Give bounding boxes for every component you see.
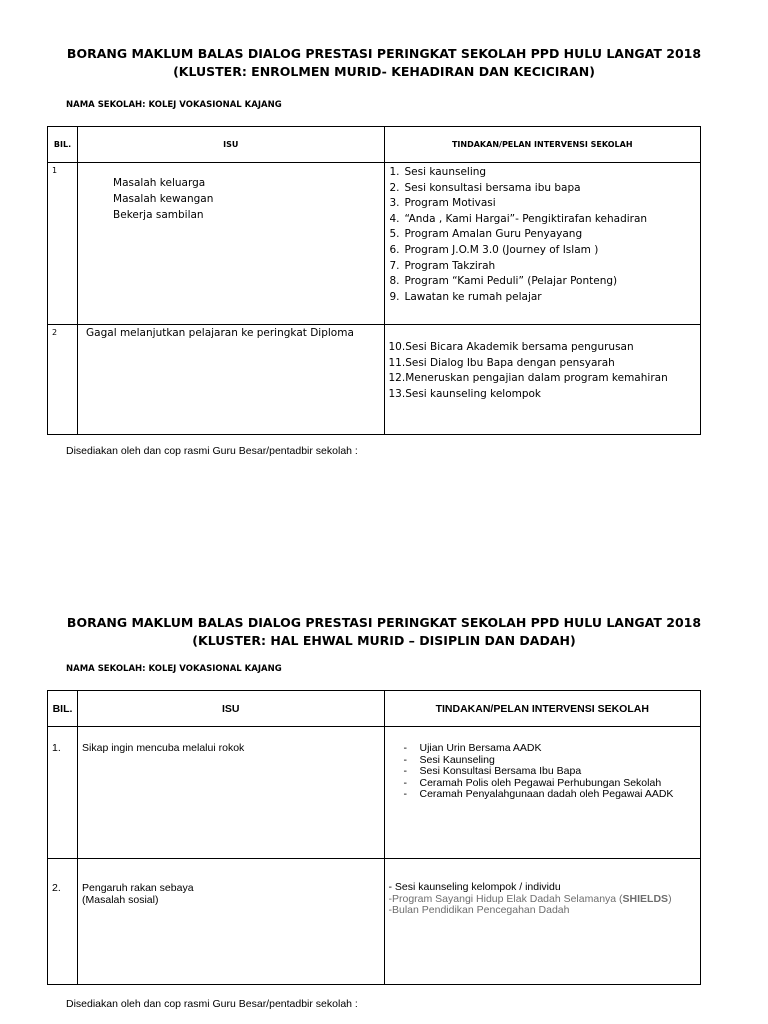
- row-number: 1.: [48, 727, 78, 859]
- table-row: [48, 727, 701, 859]
- action-item: 2. Sesi konsultasi bersama ibu bapa: [389, 181, 581, 194]
- action-item: 8. Program “Kami Peduli” (Pelajar Ponteng): [389, 275, 618, 288]
- action-item: - Sesi Konsultasi Bersama Ibu Bapa: [403, 765, 582, 777]
- issue-item: (Masalah sosial): [82, 894, 159, 906]
- issue-item: Pengaruh rakan sebaya: [82, 882, 194, 894]
- action-item: - Ujian Urin Bersama AADK: [403, 742, 542, 754]
- table-row: [48, 859, 701, 985]
- table-header-row: [48, 691, 701, 727]
- action-cell: [384, 325, 701, 435]
- action-item: 7. Program Takzirah: [389, 259, 496, 272]
- form2-table: [47, 690, 701, 985]
- row-number: 1: [48, 163, 78, 325]
- action-item: 13.Sesi kaunseling kelompok: [388, 387, 542, 400]
- header-tindakan: TINDAKAN/PELAN INTERVENSI SEKOLAH: [384, 127, 701, 163]
- table-header-row: [48, 127, 701, 163]
- action-list: [385, 163, 701, 305]
- issue-cell: [78, 859, 384, 985]
- row-number: 2.: [48, 859, 78, 985]
- table-row: [48, 325, 701, 435]
- header-bil: BIL.: [48, 691, 78, 727]
- form2-title-line1: BORANG MAKLUM BALAS DIALOG PRESTASI PERINGKAT SEKOLAH PPD HULU LANGAT 2018: [66, 615, 702, 630]
- issue-cell: Gagal melanjutkan pelajaran ke peringkat Diploma: [78, 325, 384, 435]
- action-item: 3. Program Motivasi: [389, 197, 496, 210]
- action-item: - Ceramah Penyalahgunaan dadah oleh Pegawai AADK: [403, 788, 674, 800]
- form1-school-name: NAMA SEKOLAH: KOLEJ VOKASIONAL KAJANG: [66, 100, 282, 110]
- issue-cell: Sikap ingin mencuba melalui rokok: [78, 727, 384, 859]
- form1-table: [47, 126, 701, 435]
- action-item: 12.Meneruskan pengajian dalam program kemahiran: [388, 372, 668, 385]
- action-item: 4. “Anda , Kami Hargai”- Pengiktirafan kehadiran: [389, 212, 648, 225]
- action-item: - Ceramah Polis oleh Pegawai Perhubungan Sekolah: [403, 776, 662, 789]
- action-list: [385, 727, 701, 801]
- action-item: 9. Lawatan ke rumah pelajar: [389, 290, 542, 303]
- issue-item: Masalah keluarga: [113, 177, 206, 189]
- action-item: 6. Program J.O.M 3.0 (Journey of Islam ): [389, 243, 599, 256]
- form1-title-line2: (KLUSTER: ENROLMEN MURID- KEHADIRAN DAN KECICIRAN): [173, 64, 595, 79]
- header-isu: ISU: [78, 691, 384, 727]
- header-isu: ISU: [78, 127, 384, 163]
- form2-footer: Disediakan oleh dan cop rasmi Guru Besar/pentadbir sekolah :: [66, 998, 358, 1010]
- action-item: 11.Sesi Dialog Ibu Bapa dengan pensyarah: [388, 356, 615, 369]
- form1-title-line1: BORANG MAKLUM BALAS DIALOG PRESTASI PERINGKAT SEKOLAH PPD HULU LANGAT 2018: [66, 46, 702, 61]
- action-item: -Bulan Pendidikan Pencegahan Dadah: [388, 904, 570, 916]
- form2-title-line2: (KLUSTER: HAL EHWAL MURID – DISIPLIN DAN DADAH): [192, 633, 576, 648]
- form2-school-name: NAMA SEKOLAH: KOLEJ VOKASIONAL KAJANG: [66, 664, 282, 674]
- action-item: 1. Sesi kaunseling: [389, 166, 487, 178]
- table-row: [48, 163, 701, 325]
- action-cell: [384, 727, 701, 859]
- header-bil: BIL.: [48, 127, 78, 163]
- action-item: 10.Sesi Bicara Akademik bersama pengurusan: [388, 341, 634, 353]
- header-tindakan: TINDAKAN/PELAN INTERVENSI SEKOLAH: [384, 691, 701, 727]
- issue-item: Bekerja sambilan: [113, 209, 204, 221]
- action-cell: [384, 163, 701, 325]
- form1-footer: Disediakan oleh dan cop rasmi Guru Besar/pentadbir sekolah :: [66, 445, 358, 457]
- action-cell: [384, 859, 701, 985]
- action-item: -Program Sayangi Hidup Elak Dadah Selamanya (SHIELDS): [388, 892, 672, 905]
- issue-cell: [78, 163, 384, 325]
- action-item: - Sesi Kaunseling: [403, 753, 495, 766]
- issue-item: Masalah kewangan: [113, 193, 214, 205]
- action-item: 5. Program Amalan Guru Penyayang: [389, 228, 583, 241]
- row-number: 2: [48, 325, 78, 435]
- action-item: - Sesi kaunseling kelompok / individu: [388, 881, 561, 893]
